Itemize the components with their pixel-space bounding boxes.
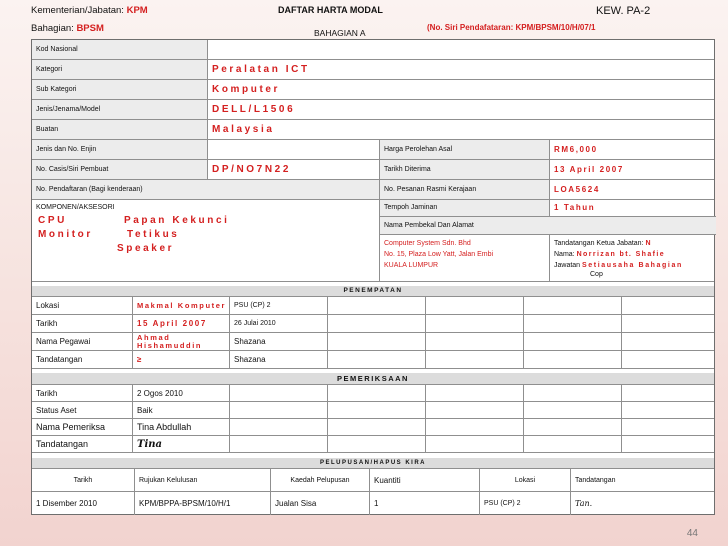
row-kod-nasional xyxy=(32,40,714,60)
penempatan-tandatangan-v3[interactable] xyxy=(327,351,425,368)
tt-ketua-label: Tandatangan Ketua Jabatan: xyxy=(554,240,644,247)
kew-code: KEW. PA-2 xyxy=(596,5,651,17)
buatan-label: Buatan xyxy=(32,120,207,139)
penempatan-tandatangan-v1[interactable]: ≥ xyxy=(132,351,229,368)
pemeriksaan-status-v4[interactable] xyxy=(425,402,523,418)
siri-pendaftaran: (No. Siri Pendafataran: KPM/BPSM/10/H/07/1 xyxy=(427,23,596,32)
komponen-cpu: CPU xyxy=(38,215,67,226)
pembekal-alamat-2: KUALA LUMPUR xyxy=(384,262,439,269)
pembekal-nama: Computer System Sdn. Bhd xyxy=(384,240,471,247)
kementerian-line xyxy=(31,5,148,16)
sub-kategori-value[interactable]: Komputer xyxy=(207,80,716,99)
nama-ketua-value: Norrizan bt. Shafie xyxy=(576,251,666,258)
pemeriksaan-tarikh-v5[interactable] xyxy=(523,385,621,401)
penempatan-pegawai-label: Nama Pegawai xyxy=(36,337,91,346)
pemeriksaan-row-tarikh xyxy=(32,385,714,402)
enjin-label: Jenis dan No. Enjin xyxy=(32,140,207,159)
row-enjin-harga xyxy=(32,140,714,160)
penempatan-lokasi-v6[interactable] xyxy=(621,297,716,314)
pemeriksaan-nama-label: Nama Pemeriksa xyxy=(36,422,106,432)
harga-label: Harga Perolehan Asal xyxy=(379,140,549,159)
pemeriksaan-tarikh-v2[interactable] xyxy=(229,385,327,401)
row-sub-kategori xyxy=(32,80,714,100)
pelupusan-tandatangan-value[interactable]: Tan. xyxy=(570,492,716,515)
jawatan-label: Jawatan xyxy=(554,262,581,269)
section-title: BAHAGIAN A xyxy=(314,28,366,38)
komponen-papan-kekunci: Papan Kekunci xyxy=(124,215,230,226)
pelupusan-data-row xyxy=(32,492,714,515)
kementerian-value: KPM xyxy=(126,5,148,16)
pembekal-label: Nama Pembekal Dan Alamat xyxy=(379,216,716,234)
penempatan-row-tarikh xyxy=(32,315,714,333)
pemeriksaan-row-tandatangan xyxy=(32,436,714,453)
pemeriksaan-status-v5[interactable] xyxy=(523,402,621,418)
jaminan-label: Tempoh Jaminan xyxy=(379,200,549,216)
penempatan-tandatangan-v6[interactable] xyxy=(621,351,716,368)
penempatan-tarikh-v2[interactable]: 26 Julai 2010 xyxy=(229,315,327,332)
bahagian-label: Bahagian: xyxy=(31,23,74,34)
pelupusan-rujukan-value[interactable]: KPM/BPPA-BPSM/10/H/1 xyxy=(134,492,270,515)
penempatan-tarikh-v6[interactable] xyxy=(621,315,716,332)
tarikh-diterima-label: Tarikh Diterima xyxy=(379,160,549,179)
buatan-value[interactable]: Malaysia xyxy=(207,120,716,139)
tt-ketua-value: N xyxy=(645,240,651,247)
pemeriksaan-status-v6[interactable] xyxy=(621,402,716,418)
komponen-monitor: Monitor xyxy=(38,229,93,240)
pemeriksaan-nama-v3[interactable] xyxy=(327,419,425,435)
penempatan-pegawai-v5[interactable] xyxy=(523,333,621,350)
penempatan-pegawai-v3[interactable] xyxy=(327,333,425,350)
penempatan-tandatangan-label: Tandatangan xyxy=(36,355,83,364)
pemeriksaan-tarikh-value[interactable]: 2 Ogos 2010 xyxy=(132,385,229,401)
casis-value[interactable]: DP/NO7N22 xyxy=(207,160,379,179)
pelupusan-lokasi-value[interactable]: PSU (CP) 2 xyxy=(479,492,570,515)
row-jenis-model xyxy=(32,100,714,120)
nama-ketua-label: Nama: xyxy=(554,251,575,258)
row-buatan xyxy=(32,120,714,140)
pesanan-label: No. Pesanan Rasmi Kerajaan xyxy=(379,180,549,199)
komponen-speaker: Speaker xyxy=(117,243,175,254)
page-number: 44 xyxy=(686,528,698,539)
pemeriksaan-tarikh-label: Tarikh xyxy=(36,388,58,398)
kategori-label: Kategori xyxy=(32,60,207,79)
penempatan-tarikh-v5[interactable] xyxy=(523,315,621,332)
pelupusan-tarikh-value[interactable]: 1 Disember 2010 xyxy=(36,499,97,508)
penempatan-row-pegawai xyxy=(32,333,714,351)
jawatan-value: Setiausaha Bahagian xyxy=(582,262,683,269)
pelupusan-col-kuantiti: Kuantiti xyxy=(369,469,479,491)
penempatan-tarikh-label: Tarikh xyxy=(36,319,58,328)
pembekal-alamat-1: No. 15, Plaza Low Yatt, Jalan Embi xyxy=(384,251,494,258)
pemeriksaan-tarikh-v3[interactable] xyxy=(327,385,425,401)
pelupusan-col-lokasi: Lokasi xyxy=(479,469,570,491)
ketua-jabatan-block xyxy=(549,234,716,282)
penempatan-tandatangan-v4[interactable] xyxy=(425,351,523,368)
penempatan-tarikh-v4[interactable] xyxy=(425,315,523,332)
penempatan-lokasi-label: Lokasi xyxy=(36,301,60,310)
pemeriksaan-nama-v4[interactable] xyxy=(425,419,523,435)
jenis-model-label: Jenis/Jenama/Model xyxy=(32,100,207,119)
pelupusan-col-kaedah: Kaedah Pelupusan xyxy=(270,469,369,491)
pemeriksaan-tandatangan-v2[interactable] xyxy=(229,436,327,452)
penempatan-pegawai-v2[interactable]: Shazana xyxy=(229,333,327,350)
pemeriksaan-nama-value[interactable]: Tina Abdullah xyxy=(132,419,229,435)
pemeriksaan-status-v2[interactable] xyxy=(229,402,327,418)
row-casis-tarikh xyxy=(32,160,714,180)
pembekal-alamat xyxy=(379,234,549,282)
jenis-model-value[interactable]: DELL/L1506 xyxy=(207,100,716,119)
pelupusan-header-row xyxy=(32,469,714,492)
kategori-value[interactable]: Peralatan ICT xyxy=(207,60,716,79)
pelupusan-col-tandatangan: Tandatangan xyxy=(570,469,716,491)
penempatan-pegawai-v6[interactable] xyxy=(621,333,716,350)
pemeriksaan-header: PEMERIKSAAN xyxy=(32,373,714,385)
kementerian-label: Kementerian/Jabatan: xyxy=(31,5,124,16)
penempatan-tandatangan-v2[interactable]: Shazana xyxy=(229,351,327,368)
penempatan-row-lokasi xyxy=(32,297,714,315)
sub-kategori-label: Sub Kategori xyxy=(32,80,207,99)
pemeriksaan-status-v3[interactable] xyxy=(327,402,425,418)
penempatan-row-tandatangan xyxy=(32,351,714,369)
bahagian-line xyxy=(31,23,104,34)
komponen-label: KOMPONEN/AKSESORI xyxy=(36,204,115,211)
pelupusan-kuantiti-value[interactable]: 1 xyxy=(369,492,479,515)
pelupusan-col-rujukan: Rujukan Kelulusan xyxy=(134,469,270,491)
pelupusan-kaedah-value[interactable]: Jualan Sisa xyxy=(270,492,369,515)
komponen-tetikus: Tetikus xyxy=(127,229,180,240)
bahagian-value: BPSM xyxy=(76,23,104,34)
pemeriksaan-tandatangan-v4[interactable] xyxy=(425,436,523,452)
penempatan-lokasi-v3[interactable] xyxy=(327,297,425,314)
penempatan-header: PENEMPATAN xyxy=(32,286,714,297)
row-pendaftaran-pesanan xyxy=(32,180,714,200)
pendaftaran-label: No. Pendaftaran (Bagi kenderaan) xyxy=(32,180,379,199)
document-title: DAFTAR HARTA MODAL xyxy=(278,5,383,15)
casis-label: No. Casis/Siri Pembuat xyxy=(32,160,207,179)
penempatan-tarikh-v1[interactable]: 15 April 2007 xyxy=(132,315,229,332)
pemeriksaan-row-nama xyxy=(32,419,714,436)
row-kategori xyxy=(32,60,714,80)
cop-label: Cop xyxy=(590,271,603,278)
asset-register-form xyxy=(31,39,715,515)
pelupusan-col-tarikh: Tarikh xyxy=(73,476,93,484)
penempatan-lokasi-v4[interactable] xyxy=(425,297,523,314)
penempatan-tandatangan-v5[interactable] xyxy=(523,351,621,368)
pemeriksaan-tandatangan-value[interactable]: Tina xyxy=(132,436,229,452)
penempatan-tarikh-v3[interactable] xyxy=(327,315,425,332)
penempatan-lokasi-v1[interactable]: Makmal Komputer xyxy=(132,297,229,314)
penempatan-pegawai-v1[interactable]: Ahmad Hishamuddin xyxy=(132,333,229,350)
harga-value[interactable]: RM6,000 xyxy=(549,140,716,159)
kod-nasional-label: Kod Nasional xyxy=(32,40,207,59)
pemeriksaan-tandatangan-v3[interactable] xyxy=(327,436,425,452)
pemeriksaan-nama-v5[interactable] xyxy=(523,419,621,435)
pemeriksaan-nama-v6[interactable] xyxy=(621,419,716,435)
komponen-cell xyxy=(32,200,379,281)
pemeriksaan-nama-v2[interactable] xyxy=(229,419,327,435)
jaminan-value[interactable]: 1 Tahun xyxy=(549,200,716,216)
pemeriksaan-tandatangan-v5[interactable] xyxy=(523,436,621,452)
penempatan-lokasi-v2[interactable]: PSU (CP) 2 xyxy=(229,297,327,314)
row-komponen xyxy=(32,200,714,282)
penempatan-pegawai-v4[interactable] xyxy=(425,333,523,350)
pemeriksaan-status-label: Status Aset xyxy=(36,405,77,415)
pemeriksaan-tandatangan-v6[interactable] xyxy=(621,436,716,452)
pemeriksaan-tarikh-v6[interactable] xyxy=(621,385,716,401)
enjin-value[interactable] xyxy=(207,140,379,159)
pemeriksaan-tarikh-v4[interactable] xyxy=(425,385,523,401)
tarikh-diterima-value[interactable]: 13 April 2007 xyxy=(549,160,716,179)
pemeriksaan-row-status xyxy=(32,402,714,419)
pelupusan-header: PELUPUSAN/HAPUS KIRA xyxy=(32,458,714,469)
pesanan-value[interactable]: LOA5624 xyxy=(549,180,716,199)
kod-nasional-value[interactable] xyxy=(207,40,716,59)
pemeriksaan-tandatangan-label: Tandatangan xyxy=(36,439,89,449)
pemeriksaan-status-value[interactable]: Baik xyxy=(132,402,229,418)
penempatan-lokasi-v5[interactable] xyxy=(523,297,621,314)
